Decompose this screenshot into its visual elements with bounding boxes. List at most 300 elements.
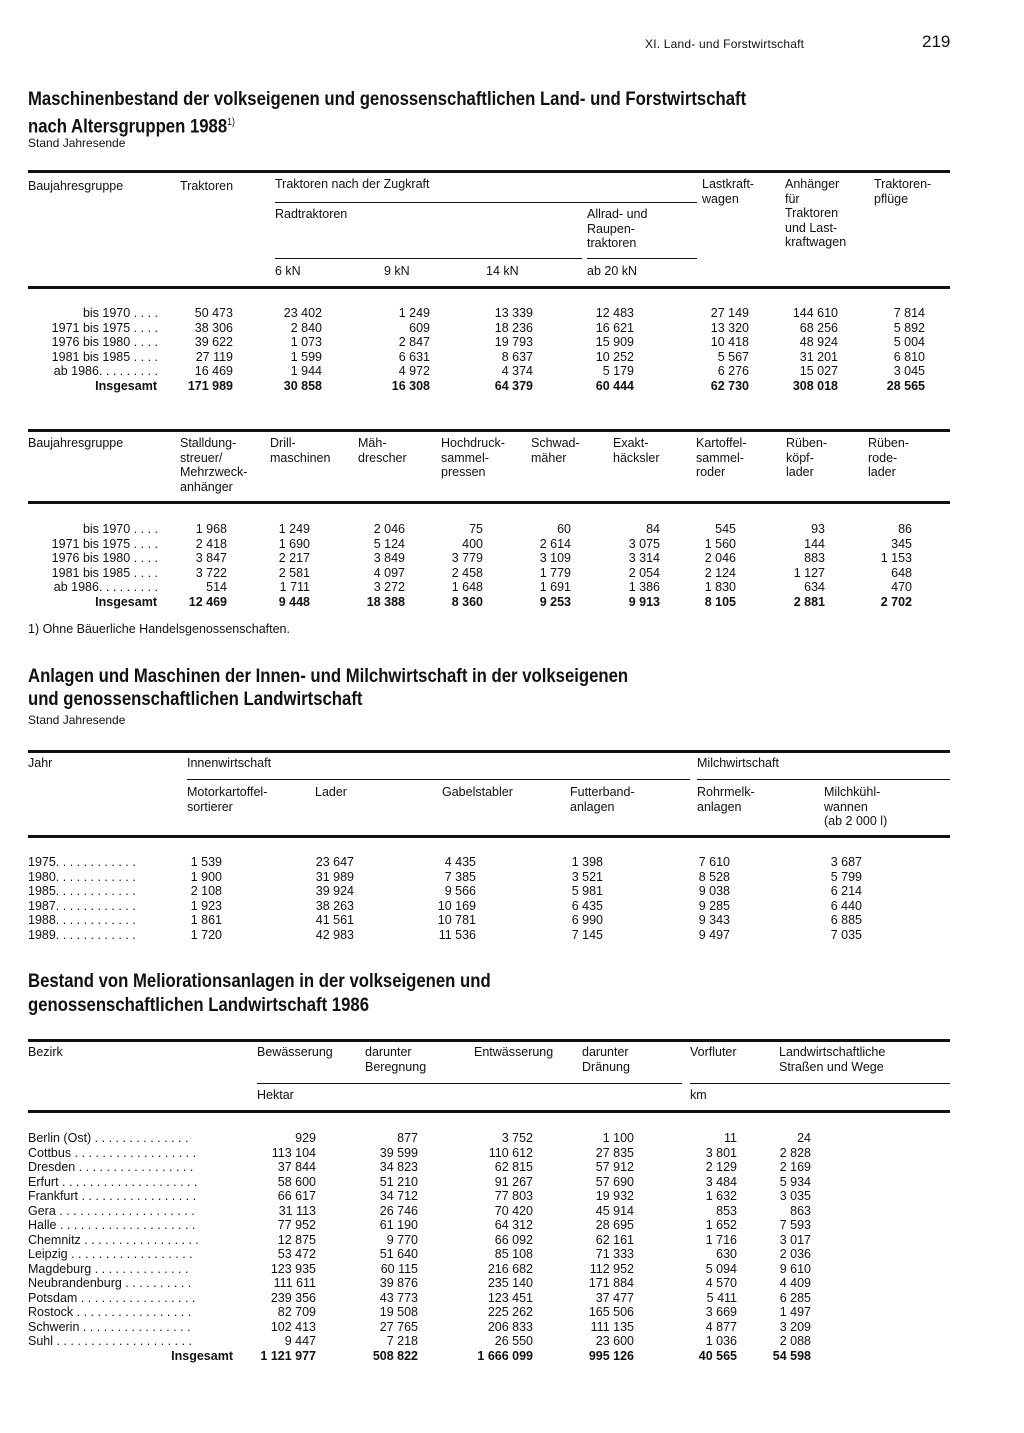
t4-cell: 929: [295, 1131, 316, 1145]
t3-cell: 42 983: [315, 927, 354, 942]
t1-row-label: 1976 bis 1980 . . . .: [51, 335, 158, 349]
table4-title-line1: Bestand von Meliorationsanlagen in der volkseigenen und: [28, 971, 491, 992]
t1-cell: 1 249: [398, 306, 430, 320]
t4-cell: 2 129: [705, 1160, 737, 1174]
t4-row-label: Halle . . . . . . . . . . . . . . . . . . . .: [28, 1218, 196, 1232]
t1-total-cell: 28 565: [886, 378, 925, 393]
t3-cell: 5 981: [571, 884, 603, 898]
t1-total-cell: 60 444: [595, 378, 634, 393]
t1-row-label: ab 1986. . . . . . . . .: [53, 364, 158, 378]
t2-cell: 634: [804, 580, 825, 594]
t1-cell: 2 847: [398, 335, 430, 349]
t4-cell: 123 935: [270, 1261, 316, 1276]
t2-cell: 3 272: [373, 580, 405, 594]
t1-cell: 4 374: [501, 364, 533, 378]
t4-cell: 58 600: [277, 1174, 316, 1189]
t3-cell: 1 720: [190, 927, 222, 942]
t2-cell: 144: [804, 536, 825, 551]
t3-cell: 7 035: [830, 927, 862, 942]
t1-cell: 8 637: [501, 349, 533, 364]
t4-cell: 12 875: [277, 1232, 316, 1247]
table3-title-line1: Anlagen und Maschinen der Innen- und Milchwirtschaft in der volkseigenen: [28, 666, 629, 687]
t4-cell: 82 709: [277, 1305, 316, 1319]
t4-cell: 171 884: [588, 1276, 634, 1290]
t4-cell: 62 161: [595, 1232, 634, 1247]
t4-cell: 1 632: [705, 1189, 737, 1203]
t1-cell: 38 306: [194, 320, 233, 335]
t2-cell: 3 075: [628, 536, 660, 551]
t4-cell: 235 140: [487, 1276, 533, 1290]
t1-cell: 1 599: [290, 349, 322, 364]
t4-cell: 11: [724, 1131, 737, 1145]
t2-row-label: 1971 bis 1975 . . . .: [51, 536, 158, 551]
t2-cell: 5 124: [373, 536, 405, 551]
t3-cell: 1 861: [190, 913, 222, 927]
t1-total-cell: 64 379: [494, 378, 533, 393]
t4-cell: 7 218: [386, 1334, 418, 1348]
t4-total-label: Insgesamt: [171, 1348, 233, 1363]
t4-head-roads: Landwirtschaftliche Straßen und Wege: [779, 1045, 886, 1074]
t4-cell: 1 497: [779, 1305, 811, 1319]
t1-cell: 144 610: [792, 306, 838, 320]
t4-cell: 4 570: [705, 1276, 737, 1290]
t4-cell: 3 035: [779, 1189, 811, 1203]
t4-total-cell: 508 822: [372, 1348, 418, 1363]
t4-cell: 2 036: [779, 1247, 811, 1261]
t3-cell: 9 285: [698, 898, 730, 913]
t4-row-label: Cottbus . . . . . . . . . . . . . . . . . .: [28, 1145, 197, 1160]
t3-row-label: 1987. . . . . . . . . . . .: [28, 898, 136, 913]
t2-head-cell: Stalldung- streuer/ Mehrzweck- anhänger: [180, 436, 248, 494]
t4-cell: 34 823: [379, 1160, 418, 1174]
table2-top-rule: [28, 429, 950, 432]
t1-cell: 4 972: [398, 364, 430, 378]
t4-rule-ha: [257, 1083, 682, 1084]
t2-total-label: Insgesamt: [95, 594, 157, 609]
t3-cell: 1 398: [571, 855, 603, 869]
t2-cell: 1 648: [451, 580, 483, 594]
table1-title-line1: Maschinenbestand der volkseigenen und genossenschaftlichen Land- und Forstwirtschaft: [28, 89, 747, 110]
t4-head-sprinkling: darunter Beregnung: [365, 1045, 427, 1074]
t2-cell: 1 830: [704, 580, 736, 594]
t2-cell: 883: [804, 551, 825, 565]
t4-cell: 206 833: [487, 1319, 533, 1334]
t2-cell: 2 217: [278, 551, 310, 565]
t4-cell: 85 108: [494, 1247, 533, 1261]
t3-cell: 9 038: [698, 884, 730, 898]
t4-row-label: Berlin (Ost) . . . . . . . . . . . . . .: [28, 1131, 189, 1145]
t1-total-cell: 16 308: [391, 378, 430, 393]
t4-cell: 111 611: [273, 1276, 316, 1290]
t4-total-cell: 1 121 977: [260, 1348, 316, 1363]
t2-cell: 2 418: [195, 536, 227, 551]
t4-cell: 26 746: [379, 1203, 418, 1218]
t4-cell: 62 815: [494, 1160, 533, 1174]
t4-cell: 110 612: [488, 1145, 533, 1160]
t4-cell: 9 770: [386, 1232, 418, 1247]
t2-cell: 2 124: [704, 565, 736, 580]
t4-head-tile: darunter Dränung: [582, 1045, 630, 1074]
t1-cell: 7 814: [893, 306, 925, 320]
t4-cell: 91 267: [494, 1174, 533, 1189]
t1-cell: 19 793: [494, 335, 533, 349]
t4-cell: 26 550: [494, 1334, 533, 1348]
t3-row-label: 1985. . . . . . . . . . . .: [28, 884, 136, 898]
t2-cell: 60: [557, 522, 571, 536]
t1-row-label: 1971 bis 1975 . . . .: [51, 320, 158, 335]
t2-cell: 514: [206, 580, 227, 594]
t3-head-inner: Innenwirtschaft: [187, 756, 272, 770]
t3-cell: 6 435: [571, 898, 603, 913]
t4-cell: 123 451: [487, 1290, 533, 1305]
t3-row-label: 1989. . . . . . . . . . . .: [28, 927, 136, 942]
t4-cell: 19 508: [379, 1305, 418, 1319]
t3-cell: 4 435: [444, 855, 476, 869]
t3-cell: 1 900: [190, 869, 222, 884]
t2-total-cell: 12 469: [188, 594, 227, 609]
t4-row-label: Potsdam . . . . . . . . . . . . . . . . .: [28, 1290, 196, 1305]
t2-head-cell: Exakt- häcksler: [613, 436, 660, 465]
t4-cell: 216 682: [487, 1261, 533, 1276]
t4-row-label: Frankfurt . . . . . . . . . . . . . . . . .: [28, 1189, 197, 1203]
t1-rule-power: [275, 202, 697, 203]
t3-cell: 3 521: [571, 869, 603, 884]
t4-cell: 4 877: [705, 1319, 737, 1334]
t4-cell: 43 773: [379, 1290, 418, 1305]
t3-cell: 2 108: [190, 884, 222, 898]
t4-cell: 4 409: [779, 1276, 811, 1290]
t4-cell: 877: [397, 1131, 418, 1145]
t4-cell: 3 209: [779, 1319, 811, 1334]
t2-cell: 470: [891, 580, 912, 594]
t2-total-cell: 8 105: [704, 594, 736, 609]
t1-cell: 6 631: [398, 349, 430, 364]
t4-cell: 51 210: [379, 1174, 418, 1189]
t2-total-cell: 18 388: [366, 594, 405, 609]
t4-cell: 225 262: [487, 1305, 533, 1319]
t2-head-cell: Schwad- mäher: [531, 436, 580, 465]
t4-head-unit-ha: Hektar: [257, 1088, 294, 1102]
t2-cell: 3 109: [539, 551, 571, 565]
t4-cell: 61 190: [379, 1218, 418, 1232]
t4-cell: 5 411: [706, 1290, 737, 1305]
table1-subtitle: Stand Jahresende: [28, 136, 126, 150]
t4-cell: 102 413: [270, 1319, 316, 1334]
t1-total-label: Insgesamt: [95, 378, 157, 393]
t4-cell: 3 801: [705, 1145, 737, 1160]
t1-cell: 6 810: [893, 349, 925, 364]
t2-cell: 3 847: [195, 551, 227, 565]
t4-cell: 5 094: [705, 1261, 737, 1276]
t1-cell: 16 621: [595, 320, 634, 335]
t3-row-label: 1988. . . . . . . . . . . .: [28, 913, 136, 927]
t2-head-cell: Rüben- rode- lader: [868, 436, 909, 479]
t4-cell: 3 752: [501, 1131, 533, 1145]
t4-row-label: Gera . . . . . . . . . . . . . . . . . . . .: [28, 1203, 195, 1218]
table3-title-line2: und genossenschaftlichen Landwirtschaft: [28, 689, 363, 710]
t3-cell: 7 385: [444, 869, 476, 884]
t1-total-cell: 308 018: [792, 378, 838, 393]
t4-cell: 23 600: [595, 1334, 634, 1348]
t4-row-label: Rostock . . . . . . . . . . . . . . . . .: [28, 1305, 192, 1319]
t2-total-cell: 2 702: [880, 594, 912, 609]
t3-cell: 31 989: [315, 869, 354, 884]
t3-row-label: 1975. . . . . . . . . . . .: [28, 855, 136, 869]
t1-head-trailers: Anhänger für Traktoren und Last- kraftwagen: [785, 177, 847, 249]
t3-head-cell: Gabelstabler: [442, 785, 513, 799]
t4-cell: 60 115: [380, 1261, 418, 1276]
t4-cell: 1 652: [705, 1218, 737, 1232]
t3-cell: 6 990: [571, 913, 603, 927]
t4-total-cell: 1 666 099: [477, 1348, 533, 1363]
t4-total-cell: 40 565: [698, 1348, 737, 1363]
t1-cell: 13 339: [494, 306, 533, 320]
t4-head-district: Bezirk: [28, 1045, 63, 1059]
t4-cell: 111 135: [590, 1319, 634, 1334]
t1-rule-kn20: [587, 258, 697, 259]
t3-head-year: Jahr: [28, 756, 53, 770]
t2-row-label: 1981 bis 1985 . . . .: [51, 565, 158, 580]
t1-total-cell: 62 730: [710, 378, 749, 393]
t2-total-cell: 8 360: [451, 594, 483, 609]
t4-cell: 7 593: [779, 1218, 811, 1232]
t4-cell: 853: [716, 1203, 737, 1218]
t4-cell: 70 420: [494, 1203, 533, 1218]
t3-head-cell: Motorkartoffel- sortierer: [187, 785, 268, 814]
t2-cell: 1 386: [628, 580, 660, 594]
t4-cell: 71 333: [595, 1247, 634, 1261]
t4-cell: 9 610: [779, 1261, 811, 1276]
t1-cell: 16 469: [194, 364, 233, 378]
t3-head-dairy: Milchwirtschaft: [697, 756, 779, 770]
t3-cell: 3 687: [830, 855, 862, 869]
t4-head-receiving: Vorfluter: [690, 1045, 737, 1059]
t4-total-cell: 995 126: [588, 1348, 634, 1363]
table4-title-line2: genossenschaftlichen Landwirtschaft 1986: [28, 995, 370, 1016]
t1-cell: 27 119: [195, 349, 233, 364]
t2-cell: 2 046: [373, 522, 405, 536]
table2-head-rule: [28, 501, 950, 504]
t2-cell: 86: [898, 522, 912, 536]
t2-cell: 1 690: [278, 536, 310, 551]
table4-top-rule: [28, 1039, 950, 1042]
t1-cell: 1 073: [290, 335, 322, 349]
t3-cell: 8 528: [698, 869, 730, 884]
t1-cell: 6 276: [717, 364, 749, 378]
t2-cell: 1 153: [880, 551, 912, 565]
t1-cell: 13 320: [710, 320, 749, 335]
t3-rule-inner: [187, 779, 690, 780]
t2-cell: 1 968: [195, 522, 227, 536]
t4-cell: 45 914: [595, 1203, 634, 1218]
t4-cell: 1 036: [705, 1334, 737, 1348]
t4-cell: 31 113: [278, 1203, 316, 1218]
t4-row-label: Erfurt . . . . . . . . . . . . . . . . . . . .: [28, 1174, 198, 1189]
t4-head-irrigation: Bewässerung: [257, 1045, 333, 1059]
t2-cell: 84: [646, 522, 660, 536]
t4-row-label: Magdeburg . . . . . . . . . . . . . .: [28, 1261, 189, 1276]
t2-cell: 1 127: [793, 565, 825, 580]
t2-cell: 400: [462, 536, 483, 551]
t1-row-label: 1981 bis 1985 . . . .: [51, 349, 158, 364]
t1-cell: 23 402: [283, 306, 322, 320]
t1-cell: 5 179: [602, 364, 634, 378]
t3-cell: 5 799: [830, 869, 862, 884]
t4-cell: 112 952: [589, 1261, 634, 1276]
t2-head-cell: Mäh- drescher: [358, 436, 407, 465]
t4-cell: 39 876: [379, 1276, 418, 1290]
t2-head-cell: Drill- maschinen: [270, 436, 331, 465]
t4-cell: 37 477: [595, 1290, 634, 1305]
t4-row-label: Suhl . . . . . . . . . . . . . . . . . . . .: [28, 1334, 192, 1348]
t1-head-wheel: Radtraktoren: [275, 207, 348, 221]
t2-head-cell: Kartoffel- sammel- roder: [696, 436, 747, 479]
t2-cell: 2 614: [539, 536, 571, 551]
t2-cell: 1 711: [279, 580, 310, 594]
t4-head-drainage: Entwässerung: [474, 1045, 554, 1059]
footnote-marker: 1): [227, 117, 235, 128]
t4-cell: 239 356: [270, 1290, 316, 1305]
t4-cell: 27 835: [595, 1145, 634, 1160]
t1-row-label: bis 1970 . . . .: [82, 306, 158, 320]
t1-head-tractors: Traktoren: [180, 179, 234, 193]
t2-cell: 345: [891, 536, 912, 551]
t1-cell: 39 622: [194, 335, 233, 349]
t1-head-14kn: 14 kN: [486, 264, 519, 278]
footnote: 1) Ohne Bäuerliche Handelsgenossenschaften.: [28, 622, 290, 636]
t4-cell: 19 932: [595, 1189, 634, 1203]
t2-row-label: ab 1986. . . . . . . . .: [53, 580, 158, 594]
t4-cell: 66 092: [494, 1232, 533, 1247]
t3-cell: 39 924: [315, 884, 354, 898]
t2-cell: 1 691: [539, 580, 571, 594]
t2-cell: 1 249: [278, 522, 310, 536]
t3-cell: 7 610: [698, 855, 730, 869]
t2-total-cell: 9 913: [628, 594, 660, 609]
t3-cell: 38 263: [315, 898, 354, 913]
t2-cell: 93: [811, 522, 825, 536]
t3-head-cell: Rohrmelk- anlagen: [697, 785, 755, 814]
t4-cell: 57 690: [595, 1174, 634, 1189]
t3-cell: 9 343: [698, 913, 730, 927]
t1-cell: 12 483: [595, 306, 634, 320]
t4-cell: 5 934: [779, 1174, 811, 1189]
t1-head-trucks: Lastkraft- wagen: [702, 177, 755, 206]
t1-cell: 10 418: [710, 335, 749, 349]
t3-cell: 10 781: [437, 913, 476, 927]
t4-cell: 77 803: [494, 1189, 533, 1203]
t1-cell: 10 252: [595, 349, 634, 364]
running-header: XI. Land- und Forstwirtschaft: [645, 37, 805, 51]
t4-head-unit-km: km: [690, 1088, 707, 1102]
t3-cell: 7 145: [571, 927, 603, 942]
t4-cell: 51 640: [379, 1247, 418, 1261]
t1-cell: 15 909: [595, 335, 634, 349]
t3-cell: 9 497: [698, 927, 730, 942]
table3-top-rule: [28, 750, 950, 753]
t4-rule-km: [690, 1083, 950, 1084]
t4-cell: 37 844: [277, 1160, 316, 1174]
t4-row-label: Schwerin . . . . . . . . . . . . . . . .: [28, 1319, 191, 1334]
t2-head-cell: Hochdruck- sammel- pressen: [441, 436, 505, 479]
t2-cell: 2 581: [278, 565, 310, 580]
t4-cell: 3 017: [779, 1232, 811, 1247]
t1-total-cell: 30 858: [283, 378, 322, 393]
t1-cell: 5 892: [893, 320, 925, 335]
t2-cell: 3 849: [373, 551, 405, 565]
t4-cell: 57 912: [595, 1160, 634, 1174]
t2-total-cell: 9 253: [539, 594, 571, 609]
t3-head-cell: Futterband- anlagen: [570, 785, 635, 814]
t2-cell: 3 779: [451, 551, 483, 565]
t4-total-cell: 54 598: [772, 1348, 811, 1363]
table1-head-rule: [28, 286, 950, 289]
t1-total-cell: 171 989: [187, 378, 233, 393]
t3-cell: 6 440: [830, 898, 862, 913]
t1-cell: 31 201: [799, 349, 838, 364]
t2-cell: 3 314: [628, 551, 660, 565]
t2-cell: 545: [715, 522, 736, 536]
t2-row-label: 1976 bis 1980 . . . .: [51, 551, 158, 565]
t4-cell: 3 484: [705, 1174, 737, 1189]
t4-cell: 64 312: [494, 1218, 533, 1232]
t1-cell: 18 236: [494, 320, 533, 335]
t4-cell: 77 952: [277, 1218, 316, 1232]
t4-row-label: Leipzig . . . . . . . . . . . . . . . . . .: [28, 1247, 193, 1261]
t2-cell: 75: [469, 522, 483, 536]
t1-head-9kn: 9 kN: [384, 264, 410, 278]
t2-cell: 3 722: [195, 565, 227, 580]
t2-cell: 2 054: [628, 565, 660, 580]
t3-cell: 1 539: [190, 855, 222, 869]
t2-cell: 4 097: [373, 565, 405, 580]
t3-head-cell: Milchkühl- wannen (ab 2 000 l): [824, 785, 888, 828]
t4-cell: 9 447: [284, 1334, 316, 1348]
t4-cell: 630: [716, 1247, 737, 1261]
t4-cell: 27 765: [379, 1319, 418, 1334]
t3-rule-dairy: [697, 779, 950, 780]
t4-cell: 3 669: [705, 1305, 737, 1319]
t2-head-cell: Rüben- köpf- lader: [786, 436, 827, 479]
t4-cell: 34 712: [379, 1189, 418, 1203]
t4-cell: 24: [797, 1131, 811, 1145]
t2-cell: 2 046: [704, 551, 736, 565]
table1-title-line2: nach Altersgruppen 1988$^{1)}$: [28, 116, 235, 138]
t3-cell: 9 566: [444, 884, 476, 898]
t4-row-label: Neubrandenburg . . . . . . . . . .: [28, 1276, 192, 1290]
t2-cell: 1 560: [704, 536, 736, 551]
t3-cell: 23 647: [315, 855, 354, 869]
t4-cell: 28 695: [595, 1218, 634, 1232]
t4-cell: 2 828: [779, 1145, 811, 1160]
t4-cell: 66 617: [277, 1189, 316, 1203]
t4-cell: 6 285: [779, 1290, 811, 1305]
t3-cell: 6 214: [830, 884, 862, 898]
t1-cell: 5 567: [717, 349, 749, 364]
t1-cell: 5 004: [893, 335, 925, 349]
t2-cell: 1 779: [539, 565, 571, 580]
t2-total-cell: 9 448: [278, 594, 310, 609]
t4-cell: 53 472: [277, 1247, 316, 1261]
t4-cell: 1 100: [602, 1131, 634, 1145]
t3-cell: 6 885: [830, 913, 862, 927]
t1-head-6kn: 6 kN: [275, 264, 301, 278]
t1-head-group: Baujahresgruppe: [28, 179, 124, 193]
t2-total-cell: 2 881: [793, 594, 825, 609]
t1-rule-kn: [275, 258, 582, 259]
t3-cell: 1 923: [190, 898, 222, 913]
t1-cell: 27 149: [710, 306, 749, 320]
